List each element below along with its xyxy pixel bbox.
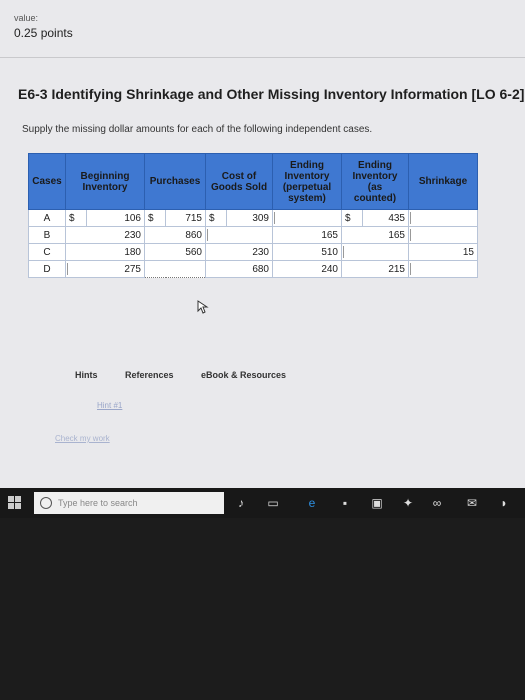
value-label: value: xyxy=(14,13,39,23)
header-line: Cost of xyxy=(221,170,257,182)
header-line: Inventory xyxy=(82,181,128,193)
purchases-value: 860 xyxy=(145,227,206,244)
header-line: (as xyxy=(367,181,383,193)
header-line: system) xyxy=(288,192,326,204)
search-placeholder: Type here to search xyxy=(58,498,138,508)
ending-counted-value: 165 xyxy=(342,227,409,244)
beginning-inventory-value: 180 xyxy=(66,244,145,261)
cogs-value: 230 xyxy=(206,244,273,261)
header-line: (perpetual xyxy=(282,181,332,193)
hint-link[interactable]: Hint #1 xyxy=(97,401,123,410)
purchases-value xyxy=(145,261,206,278)
inventory-table xyxy=(28,153,478,278)
header-line: Inventory xyxy=(352,170,398,182)
currency-symbol: $ xyxy=(145,210,166,227)
ending-counted-value: 435 xyxy=(363,210,409,227)
table-row xyxy=(29,227,478,244)
ending-perpetual-input[interactable] xyxy=(273,210,342,227)
header-shrinkage: Shrinkage xyxy=(409,154,478,210)
case-label: D xyxy=(29,261,66,278)
check-my-work-link[interactable]: Check my work xyxy=(55,434,110,443)
beginning-inventory-input[interactable]: 275 xyxy=(66,261,145,278)
table-row xyxy=(29,244,478,261)
points-value: 0.25 points xyxy=(14,26,73,40)
cogs-value: 309 xyxy=(227,210,273,227)
ending-perpetual-value: 165 xyxy=(273,227,342,244)
edge-browser-icon[interactable]: e xyxy=(308,496,316,510)
mail-icon[interactable]: ✉ xyxy=(466,496,478,510)
tab-hints[interactable]: Hints xyxy=(75,370,98,380)
header-line: Inventory xyxy=(284,170,330,182)
header-purchases: Purchases xyxy=(145,154,206,210)
ending-counted-input[interactable] xyxy=(342,244,409,261)
taskbar xyxy=(0,488,525,518)
shrinkage-input[interactable] xyxy=(409,261,478,278)
search-icon xyxy=(40,497,52,509)
cogs-value: 680 xyxy=(206,261,273,278)
dropbox-icon[interactable]: ✦ xyxy=(402,496,414,510)
table-row xyxy=(29,210,478,227)
currency-symbol: $ xyxy=(342,210,363,227)
mouse-cursor-icon xyxy=(197,300,209,314)
case-label: B xyxy=(29,227,66,244)
purchases-value: 715 xyxy=(166,210,206,227)
app-icon[interactable]: ∞ xyxy=(432,496,442,510)
ending-counted-value: 215 xyxy=(342,261,409,278)
app-icon[interactable]: ◗ xyxy=(500,496,508,510)
question-title: E6-3 Identifying Shrinkage and Other Missing Inventory Information [LO 6-2] xyxy=(18,86,525,102)
store-icon[interactable]: ▣ xyxy=(371,496,383,510)
windows-start-icon[interactable] xyxy=(8,496,22,510)
case-label: C xyxy=(29,244,66,261)
beginning-inventory-value: 106 xyxy=(87,210,145,227)
header-beginning-inventory xyxy=(66,154,145,210)
file-explorer-icon[interactable]: ▪ xyxy=(342,496,348,510)
header-line: counted) xyxy=(353,192,397,204)
tab-ebook-resources[interactable]: eBook & Resources xyxy=(201,370,287,380)
shrinkage-value: 15 xyxy=(409,244,478,261)
header-line: Goods Sold xyxy=(210,181,268,193)
ending-perpetual-value: 240 xyxy=(273,261,342,278)
header-line: Ending xyxy=(290,159,324,171)
header-line: Beginning xyxy=(80,170,130,182)
shrinkage-input[interactable] xyxy=(409,227,478,244)
tab-references[interactable]: References xyxy=(125,370,174,380)
shrinkage-input[interactable] xyxy=(409,210,478,227)
header-cost-of-goods-sold xyxy=(206,154,273,210)
case-label: A xyxy=(29,210,66,227)
cogs-input[interactable] xyxy=(206,227,273,244)
header-ending-counted xyxy=(342,154,409,210)
task-view-icon[interactable]: ▭ xyxy=(267,496,279,510)
header-cases: Cases xyxy=(29,154,66,210)
currency-symbol: $ xyxy=(66,210,87,227)
beginning-inventory-value: 230 xyxy=(66,227,145,244)
purchases-value: 560 xyxy=(145,244,206,261)
divider xyxy=(0,57,525,58)
microphone-icon[interactable]: ♪ xyxy=(238,496,244,510)
header-ending-perpetual xyxy=(273,154,342,210)
question-instructions: Supply the missing dollar amounts for each of the following independent cases. xyxy=(22,124,373,135)
taskbar-search-input[interactable] xyxy=(34,492,224,514)
table-row xyxy=(29,261,478,278)
header-line: Ending xyxy=(358,159,392,171)
ending-perpetual-value: 510 xyxy=(273,244,342,261)
currency-symbol: $ xyxy=(206,210,227,227)
